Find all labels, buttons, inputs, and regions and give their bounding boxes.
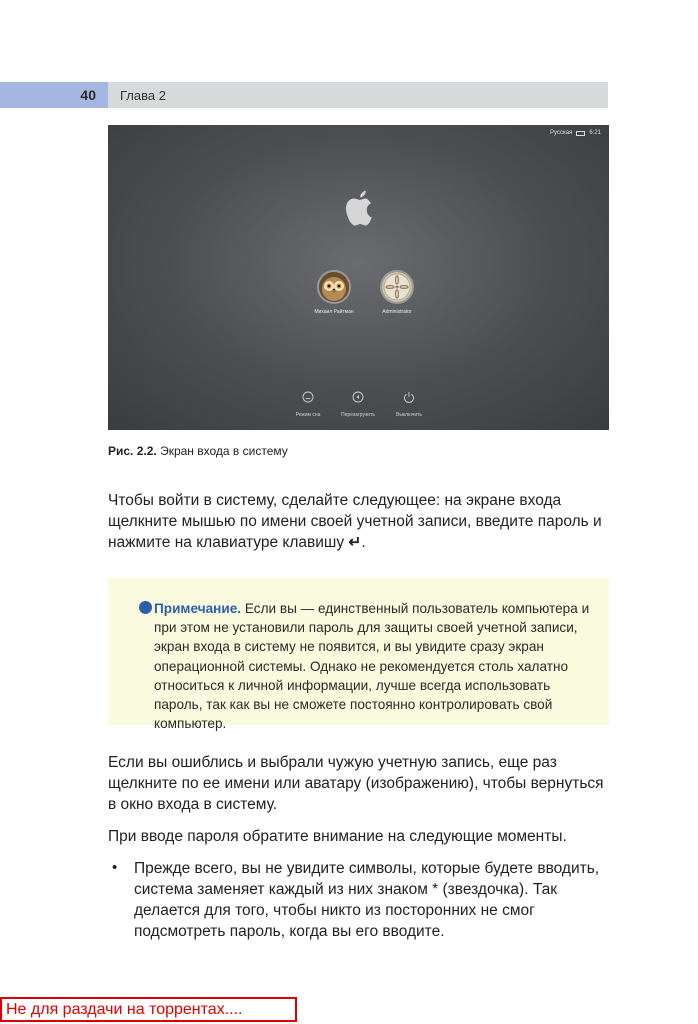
sleep-icon[interactable] (302, 391, 314, 403)
watermark-stamp: Не для раздачи на торрентах.... (0, 997, 297, 1022)
restart-icon[interactable] (352, 391, 364, 403)
clock: 6:21 (589, 130, 601, 136)
paragraph-text: Чтобы войти в систему, сделайте следующее: на экране входа щелкните мышью по имени своей учетной записи, введите пароль и нажмите на клавиатуре клавишу (108, 492, 602, 551)
bullet-marker: • (112, 859, 118, 876)
user-name-label[interactable]: Administrator (382, 309, 412, 315)
enter-key-icon: ↵ (348, 534, 362, 551)
caption-text: Экран входа в систему (156, 444, 288, 458)
page-number: 40 (0, 82, 108, 108)
note-bullet-icon (139, 601, 152, 614)
paragraph-end: . (361, 534, 366, 551)
owl-avatar[interactable] (317, 270, 351, 304)
note-box (108, 578, 609, 732)
restart-label[interactable]: Перезагрузить (341, 412, 375, 418)
sleep-label[interactable]: Режим сна (295, 412, 321, 418)
figure-caption (108, 444, 288, 458)
apple-logo-icon (342, 188, 376, 228)
user-name-label[interactable]: Михаил Райтман (314, 309, 354, 315)
paragraph-login-steps (108, 490, 614, 553)
power-icon[interactable] (403, 391, 415, 403)
running-header (0, 82, 608, 108)
note-body: Если вы — единственный пользователь компьютера и при этом не установили пароль для защиты своей учетной записи, экран входа в систему не появится, и вы увидите сразу экран операционной системы. Однако не рекомендуется столь халатно относиться к личной информации, лучше всегда использовать пароль, так как вы не сможете постоянно контролировать свой компьютер. (154, 601, 590, 732)
chapter-title: Глава 2 (120, 87, 166, 103)
sand-dollar-avatar[interactable] (380, 270, 414, 304)
shutdown-button[interactable] (377, 388, 441, 418)
shutdown-label[interactable]: Выключить (395, 412, 423, 418)
login-screen-figure (108, 125, 609, 430)
caption-label: Рис. 2.2. (108, 444, 157, 458)
status-bar (550, 130, 601, 136)
paragraph-password-intro: При вводе пароля обратите внимание на следующие моменты. (108, 828, 567, 845)
note-text (154, 599, 594, 733)
user-account-1[interactable] (357, 270, 437, 315)
note-label: Примечание. (154, 601, 242, 616)
input-source-icon[interactable] (576, 131, 585, 136)
bullet-item: Прежде всего, вы не увидите символы, которые будете вводить, система заменяет каждый из них знаком * (звездочка). Так делается для того, чтобы никто из посторонних не смог подсмотреть пароль, когда вы его вводите. (134, 860, 600, 940)
paragraph-wrong-account: Если вы ошиблись и выбрали чужую учетную запись, еще раз щелкните по ее имени или аватару (изображению), чтобы вернуться в окно входа в систему. (108, 754, 604, 813)
language-label[interactable]: Русская (550, 130, 573, 136)
